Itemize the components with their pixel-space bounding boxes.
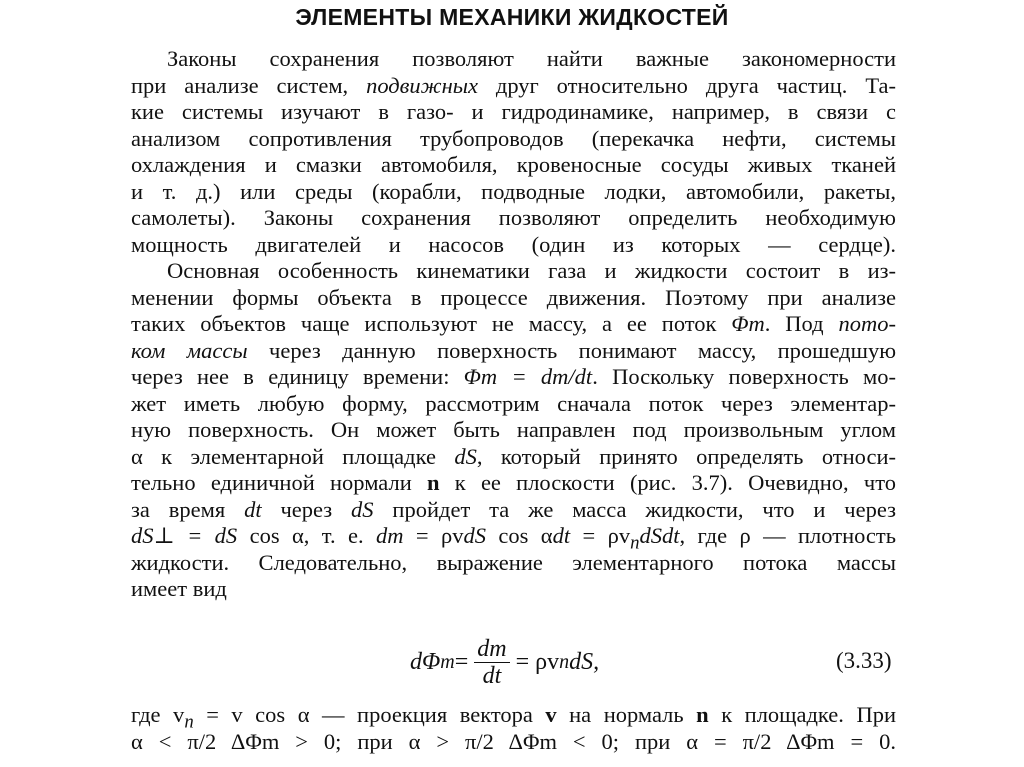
subscript: n bbox=[630, 532, 640, 554]
equals-sign: = bbox=[454, 648, 469, 675]
text-line: кие системы изучают в газо- и гидродинамике, например, в связи с bbox=[131, 99, 896, 124]
text-line: мощность двигателей и насосов (один из которых — сердце). bbox=[131, 231, 896, 257]
subscript: n bbox=[559, 650, 570, 673]
slide-title: ЭЛЕМЕНТЫ МЕХАНИКИ ЖИДКОСТЕЙ bbox=[295, 4, 729, 30]
text-line bbox=[131, 523, 896, 554]
formula: dS bbox=[351, 496, 374, 522]
text-fragment: где v bbox=[131, 702, 185, 727]
equation-3-33 bbox=[410, 632, 599, 692]
text-fragment: за время bbox=[131, 496, 245, 522]
italic-term: подвижных bbox=[366, 72, 478, 98]
text-fragment: = ρv bbox=[570, 523, 631, 548]
text-line: самолеты). Законы сохранения позволяют определить необходимую bbox=[131, 205, 896, 230]
vector-symbol: n bbox=[696, 702, 709, 727]
formula: dS bbox=[463, 523, 486, 548]
text-line bbox=[131, 702, 896, 733]
text-fragment: к ее плоскости (рис. 3.7). Очевидно, что bbox=[439, 470, 897, 495]
subscript: n bbox=[184, 711, 194, 733]
formula: dS⊥ = dS bbox=[131, 523, 238, 548]
text-fragment: . Под bbox=[764, 311, 839, 336]
text-fragment: = ρv bbox=[403, 523, 464, 548]
text-line: жет иметь любую форму, рассмотрим сначала поток через элементар- bbox=[131, 390, 896, 416]
text-fragment: тельно единичной нормали bbox=[131, 470, 427, 495]
formula: Φm bbox=[731, 311, 765, 336]
formula: dt bbox=[244, 496, 262, 522]
italic-term: пото- bbox=[838, 311, 896, 336]
formula: dm bbox=[376, 523, 404, 548]
text-fragment: α к элементарной площадке bbox=[131, 443, 455, 469]
text-line: имеет вид bbox=[131, 576, 227, 601]
text-line: жидкости. Следовательно, выражение элементарного потока массы bbox=[131, 549, 896, 575]
text-fragment: таких объектов чаще используют не массу, а ее поток bbox=[131, 311, 732, 336]
text-line bbox=[131, 73, 896, 100]
text-fragment: к площадке. При bbox=[708, 702, 896, 727]
text-line: ную поверхность. Он может быть направлен под произвольным углом bbox=[131, 417, 896, 442]
formula: dS bbox=[454, 443, 477, 469]
text-fragment: , который принято определять относи- bbox=[476, 443, 896, 469]
fraction-denominator: dt bbox=[482, 662, 502, 689]
text-line bbox=[131, 311, 896, 338]
vector-symbol: v bbox=[545, 702, 557, 727]
text-line bbox=[131, 497, 896, 524]
paragraph-2 bbox=[131, 258, 896, 603]
vector-symbol: n bbox=[427, 470, 440, 495]
text-line bbox=[131, 444, 896, 471]
text-fragment: . Поскольку поверхность мо- bbox=[592, 364, 897, 389]
text-line bbox=[131, 338, 896, 365]
text-line bbox=[131, 364, 896, 391]
text-fragment: через нее в единицу времени: bbox=[131, 364, 464, 389]
text-line: и т. д.) или среды (корабли, подводные лодки, автомобили, ракеты, bbox=[131, 178, 896, 204]
paragraph-1 bbox=[131, 46, 896, 258]
paragraph-3 bbox=[131, 702, 896, 755]
text-line: охлаждения и смазки автомобиля, кровеносные сосуды живых тканей bbox=[131, 152, 896, 177]
text-fragment: , где ρ — плотность bbox=[679, 523, 896, 548]
text-fragment: через bbox=[261, 496, 352, 522]
text-fragment: друг относительно друга частиц. Та- bbox=[478, 72, 896, 98]
fraction bbox=[474, 636, 509, 689]
equation-number: (3.33) bbox=[836, 648, 892, 673]
text-line bbox=[131, 470, 896, 497]
text-fragment: cos α, т. е. bbox=[237, 523, 376, 548]
text-fragment: = v cos α — проекция вектора bbox=[193, 702, 546, 727]
text-line: Основная особенность кинематики газа и жидкости состоит в из- bbox=[167, 258, 896, 283]
fraction-numerator: dm bbox=[477, 635, 507, 662]
formula: dt bbox=[552, 523, 571, 548]
formula: Φm = dm/dt bbox=[463, 364, 593, 389]
equation-lhs: dΦ bbox=[410, 648, 441, 675]
equation-rhs: = ρv bbox=[515, 648, 560, 675]
text-line: Законы сохранения позволяют найти важные закономерности bbox=[167, 46, 896, 71]
formula: dS, bbox=[569, 648, 600, 675]
text-line: менении формы объекта в процессе движения. Поэтому при анализе bbox=[131, 284, 896, 310]
text-fragment: при анализе систем, bbox=[131, 72, 367, 98]
text-fragment: cos α bbox=[485, 523, 553, 548]
text-line: α < π/2 ΔΦm > 0; при α > π/2 ΔΦm < 0; при α = π/2 ΔΦm = 0. bbox=[131, 728, 896, 754]
formula: dSdt bbox=[639, 523, 680, 548]
text-fragment: пройдет та же масса жидкости, что и через bbox=[373, 496, 896, 522]
text-fragment: через данную поверхность понимают массу, прошедшую bbox=[247, 337, 896, 363]
text-fragment: на нормаль bbox=[556, 702, 697, 727]
subscript: m bbox=[440, 650, 455, 673]
italic-term: ком массы bbox=[131, 337, 248, 363]
text-line: анализом сопротивления трубопроводов (перекачка нефти, системы bbox=[131, 125, 896, 151]
